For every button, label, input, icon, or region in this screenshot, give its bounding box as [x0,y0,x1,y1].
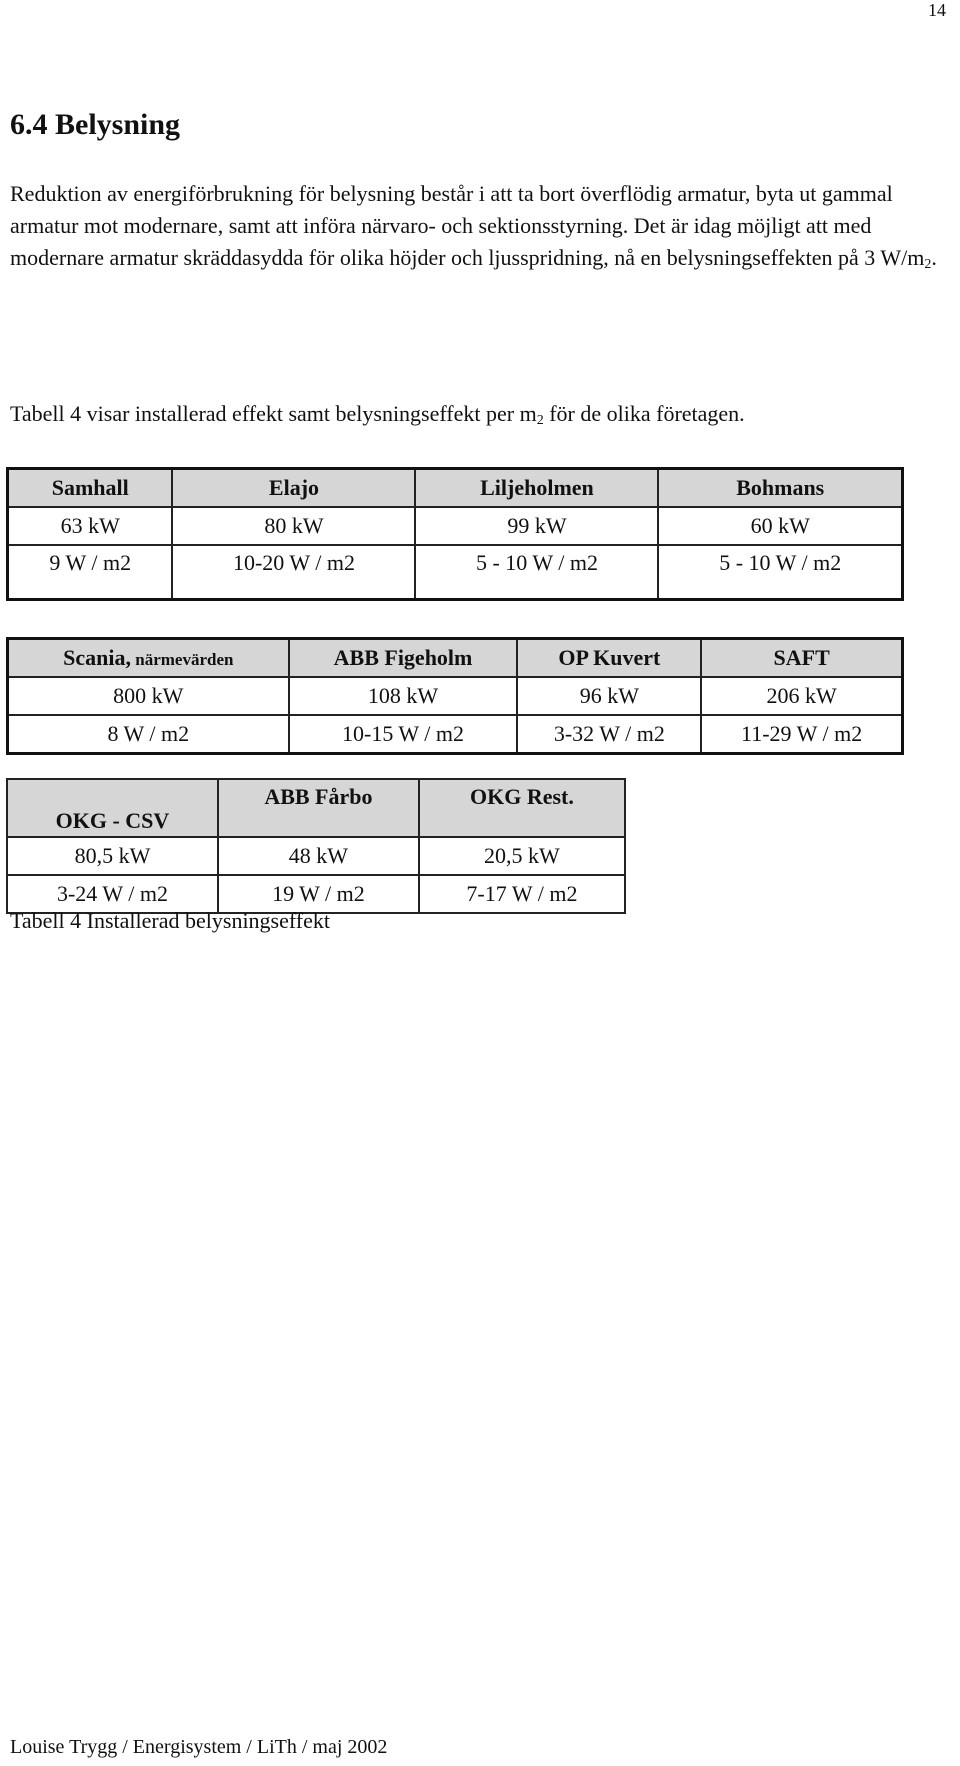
table-cell: 5 - 10 W / m2 [658,545,902,600]
header-scania-main: Scania, [63,645,131,670]
intro-paragraph [10,178,940,281]
table-cell: 99 kW [415,507,658,545]
intro-text: Reduktion av energiförbrukning för belysning består i att ta bort överflödig armatur, byta ut gammal armatur mot modernare, samt att införa närvaro- och sektionsstyrning. Det är idag möjligt att med modernare armatur skräddasydda för olika höjder och ljusspridning, nå en belysningseffekten på 3 W/m [10,181,925,270]
table-3 [6,778,626,914]
intro-subscript: 2 [924,257,932,272]
header-bohmans: Bohmans [658,469,902,508]
header-saft: SAFT [701,639,902,678]
table-cell: 60 kW [658,507,902,545]
table-row-density [8,715,903,754]
table-cell: 5 - 10 W / m2 [415,545,658,600]
header-scania-note: närmevärden [130,650,234,669]
table-intro-after: för de olika företagen. [543,401,745,426]
header-abb-figeholm: ABB Figeholm [289,639,518,678]
table-cell: 3-24 W / m2 [7,875,218,913]
table-intro-before: Tabell 4 visar installerad effekt samt belysningseffekt per m [10,401,537,426]
table-header-row [7,779,625,837]
table-cell: 108 kW [289,677,518,715]
header-samhall: Samhall [8,469,173,508]
table-cell: 19 W / m2 [218,875,419,913]
header-okg-csv: OKG - CSV [7,779,218,837]
table-row-power [8,507,903,545]
header-liljeholmen: Liljeholmen [415,469,658,508]
table-header-row [8,639,903,678]
table-cell: 48 kW [218,837,419,875]
table-cell: 96 kW [517,677,701,715]
page-number: 14 [928,0,946,20]
header-op-kuvert: OP Kuvert [517,639,701,678]
table-cell: 63 kW [8,507,173,545]
table-row-power [8,677,903,715]
table-cell: 10-15 W / m2 [289,715,518,754]
header-okg-rest: OKG Rest. [419,779,625,837]
table-header-row [8,469,903,508]
table-cell: 11-29 W / m2 [701,715,902,754]
table-cell: 80,5 kW [7,837,218,875]
section-heading: 6.4 Belysning [10,108,181,141]
header-scania [8,639,289,678]
table-1 [6,467,904,601]
table-cell: 3-32 W / m2 [517,715,701,754]
table-cell: 10-20 W / m2 [172,545,415,600]
header-abb-farbo: ABB Fårbo [218,779,419,837]
table-cell: 7-17 W / m2 [419,875,625,913]
intro-end: . [931,245,937,270]
table-2 [6,637,904,755]
table-cell: 80 kW [172,507,415,545]
table-caption: Tabell 4 Installerad belysningseffekt [10,908,331,933]
table-cell: 8 W / m2 [8,715,289,754]
table-row-density [8,545,903,600]
page-footer: Louise Trygg / Energisystem / LiTh / maj 2002 [10,1736,388,1758]
table-cell: 800 kW [8,677,289,715]
table-row-power [7,837,625,875]
header-elajo: Elajo [172,469,415,508]
table-intro-subscript: 2 [536,413,544,428]
table-cell: 206 kW [701,677,902,715]
table-cell: 9 W / m2 [8,545,173,600]
table-cell: 20,5 kW [419,837,625,875]
table-intro-paragraph [10,398,940,437]
